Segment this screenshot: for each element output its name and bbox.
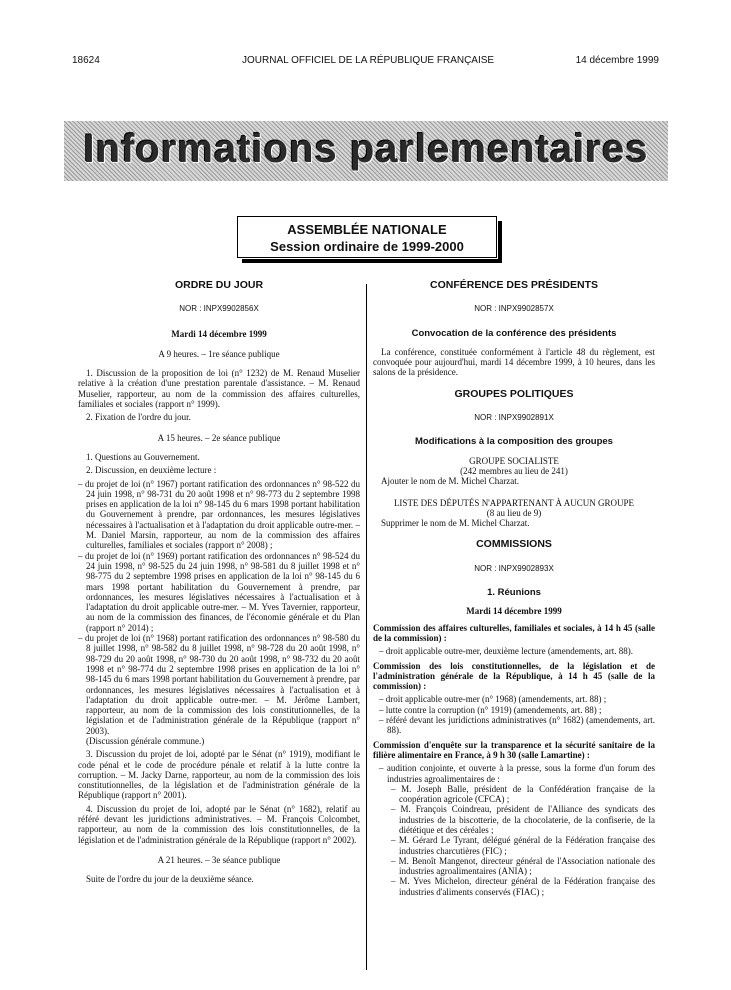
agenda-item: 3. Discussion du projet de loi, adopté par le Sénat (n° 1919), modifiant le code pénal et le code de procédure pénale et relatif à la lutte contre la corruption. – M. Jacky Darne, rapporteur, au nom de la commission des lois constitutionnelles, de la législation et de l'administration générale de la République (rapport n° 2001). <box>78 749 360 801</box>
commission-item: – lutte contre la corruption (n° 1919) (amendements, art. 88) ; <box>379 704 602 715</box>
agenda-item: 1. Questions au Gouvernement. <box>86 451 200 462</box>
agenda-bullet: – du projet de loi (n° 1968) portant ratification des ordonnances n° 98-580 du 8 juillet 1998, n° 98-582 du 8 juillet 1998, n° 98-728 du 20 août 1998, n° 98-729 du 20 août 1998, n° 98-730 du 20 août 1998, n° 98-732 du 20 août 1998 et n° 98-774 du 2 septembre 1998 prises en application de la loi n° 98-145 du 6 mars 1998 portant habilitation du Gouvernement à prendre, par ordonnances, les mesures législatives nécessaires à l'actualisation et à l'adaptation du droit applicable outre-mer. – M. Jérôme Lambert, rapporteur, au nom de la commission des lois constitutionnelles, de la législation et de l'administration générale de la République (rapport n° 2003). <box>78 633 360 736</box>
reunions-title: 1. Réunions <box>487 587 541 599</box>
banner-title: Informations parlementaires <box>83 127 649 171</box>
participant-item: – M. Benoît Mangenot, directeur général de l'Association nationale des industries agroalimentaires (ANIA) ; <box>391 855 655 877</box>
groupes-title: GROUPES POLITIQUES <box>454 387 574 400</box>
agenda-bullet: – du projet de loi (n° 1969) portant ratification des ordonnances n° 98-524 du 24 juin 1998, n° 98-525 du 24 juin 1998, n° 98-581 du 8 juillet 1998 et n° 98-775 du 2 septembre 1998 prises en application de la loi n° 98-145 du 6 mars 1998 portant habilitation du Gouvernement à prendre, par ordonnances, les mesures législatives nécessaires à l'actualisation et à l'adaptation du droit applicable outre-mer. – M. Yves Tavernier, rapporteur, au nom de la commission des finances, de l'économie générale et du Plan (rapport n° 2014) ; <box>78 550 360 633</box>
issue-date: 14 décembre 1999 <box>575 55 659 66</box>
nor-reference: NOR : INPX9902857X <box>474 304 554 314</box>
nor-reference: NOR : INPX9902891X <box>474 413 554 423</box>
group-change: Ajouter le nom de M. Michel Charzat. <box>381 476 519 487</box>
page-number: 18624 <box>72 55 100 66</box>
nor-reference: NOR : INPX9902893X <box>474 563 554 573</box>
journal-title: JOURNAL OFFICIEL DE LA RÉPUBLIQUE FRANÇAISE <box>242 55 495 66</box>
conference-title: CONFÉRENCE DES PRÉSIDENTS <box>429 279 599 291</box>
participant-item: – M. François Coindreau, président de l'Alliance des syndicats des industries de la biscotterie, de la chocolaterie, de la confiserie, de la diététique et des céréales ; <box>391 804 655 835</box>
group-name: GROUPE SOCIALISTE <box>469 455 559 466</box>
agenda-item: 2. Fixation de l'ordre du jour. <box>86 412 191 423</box>
session-3-heading: A 21 heures. – 3e séance publique <box>157 854 281 865</box>
commission-heading: Commission d'enquête sur la transparence et la sécurité sanitaire de la filière alimentaire en France, à 9 h 30 (salle Lamartine) : <box>373 739 655 760</box>
agenda-item: 2. Discussion, en deuxième lecture : <box>86 465 217 476</box>
group-count: (8 au lieu de 9) <box>486 507 542 518</box>
agenda-note: (Discussion générale commune.) <box>86 735 205 746</box>
ordre-du-jour-title: ORDRE DU JOUR <box>174 279 264 291</box>
right-column <box>373 280 655 897</box>
nor-reference: NOR : INPX9902856X <box>179 304 259 314</box>
commission-day: Mardi 14 décembre 1999 <box>466 606 562 617</box>
assembly-name: ASSEMBLÉE NATIONALE <box>287 222 447 237</box>
column-separator <box>366 284 367 970</box>
commissions-title: COMMISSIONS <box>476 538 552 551</box>
commission-item: – droit applicable outre-mer, deuxième lecture (amendements, art. 88). <box>379 646 634 657</box>
convocation-text: La conférence, constituée conformément à l'article 48 du règlement, est convoquée pour aujourd'hui, mardi 14 décembre 1999, à 10 heures, dans les salons de la présidence. <box>373 346 655 378</box>
session-name: Session ordinaire de 1999-2000 <box>270 239 464 254</box>
commission-heading: Commission des lois constitutionnelles, de la législation et de l'administration générale de la République, à 14 h 45 (salle de la commission) : <box>373 660 655 692</box>
agenda-bullet: – du projet de loi (n° 1967) portant ratification des ordonnances n° 98-522 du 24 juin 1998, n° 98-731 du 20 août 1998 et n° 98-773 du 2 septembre 1998 prises en application de la loi n° 98-145 du 6 mars 1998 portant habilitation du Gouvernement à prendre, par ordonnances, les mesures législatives nécessaires à l'actualisation et à l'adaptation du droit applicable outre-mer. – M. Daniel Marsin, rapporteur, au nom de la commission des affaires culturelles, familiales et sociales (rapport n° 2008) ; <box>78 478 360 551</box>
participant-item: – M. Yves Michelon, directeur général de la Fédération française des industries d'aliments conservés (FIAC) ; <box>391 876 655 897</box>
participant-item: – M. Joseph Balle, président de la Confédération française de la coopération agricole (CFCA) ; <box>391 783 655 805</box>
section-banner <box>64 121 668 181</box>
participant-item: – M. Gérard Le Tyrant, délégué général de la Fédération française des industries charcutières (FIC) ; <box>391 835 655 856</box>
assembly-box <box>237 216 497 258</box>
agenda-item: Suite de l'ordre du jour de la deuxième séance. <box>86 874 254 885</box>
session-2-heading: A 15 heures. – 2e séance publique <box>157 432 281 443</box>
agenda-item: 1. Discussion de la proposition de loi (n° 1232) de M. Renaud Muselier relative à la création d'une prestation parentale d'assistance. – M. Renaud Muselier, rapporteur, au nom de la commission des affaires culturelles, familiales et sociales (rapport n° 1999). <box>78 368 360 410</box>
group-count: (242 membres au lieu de 241) <box>460 465 568 476</box>
modifications-title: Modifications à la composition des groupes <box>415 436 613 448</box>
commission-item: – audition conjointe, et ouverte à la presse, sous la forme d'un forum des industries agroalimentaires de : <box>379 763 655 784</box>
group-change: Supprimer le nom de M. Michel Charzat. <box>381 518 530 529</box>
left-column <box>78 280 360 888</box>
group-name: LISTE DES DÉPUTÉS N'APPARTENANT À AUCUN GROUPE <box>393 497 635 508</box>
agenda-item: 4. Discussion du projet de loi, adopté par le Sénat (n° 1682), relatif au référé devant les juridictions administratives. – M. François Colcombet, rapporteur, au nom de la commission des lois constitutionnelles, de la législation et de l'administration générale de la République (rapport n° 2002). <box>78 803 360 845</box>
commission-item: – droit applicable outre-mer (n° 1968) (amendements, art. 88) ; <box>379 694 607 705</box>
commission-item: – référé devant les juridictions administratives (n° 1682) (amendements, art. 88). <box>379 715 655 736</box>
session-1-heading: A 9 heures. – 1re séance publique <box>158 348 280 359</box>
convocation-title: Convocation de la conférence des présidents <box>411 327 617 339</box>
commission-heading: Commission des affaires culturelles, familiales et sociales, à 14 h 45 (salle de la commission) : <box>373 622 655 643</box>
agenda-day: Mardi 14 décembre 1999 <box>171 328 267 339</box>
